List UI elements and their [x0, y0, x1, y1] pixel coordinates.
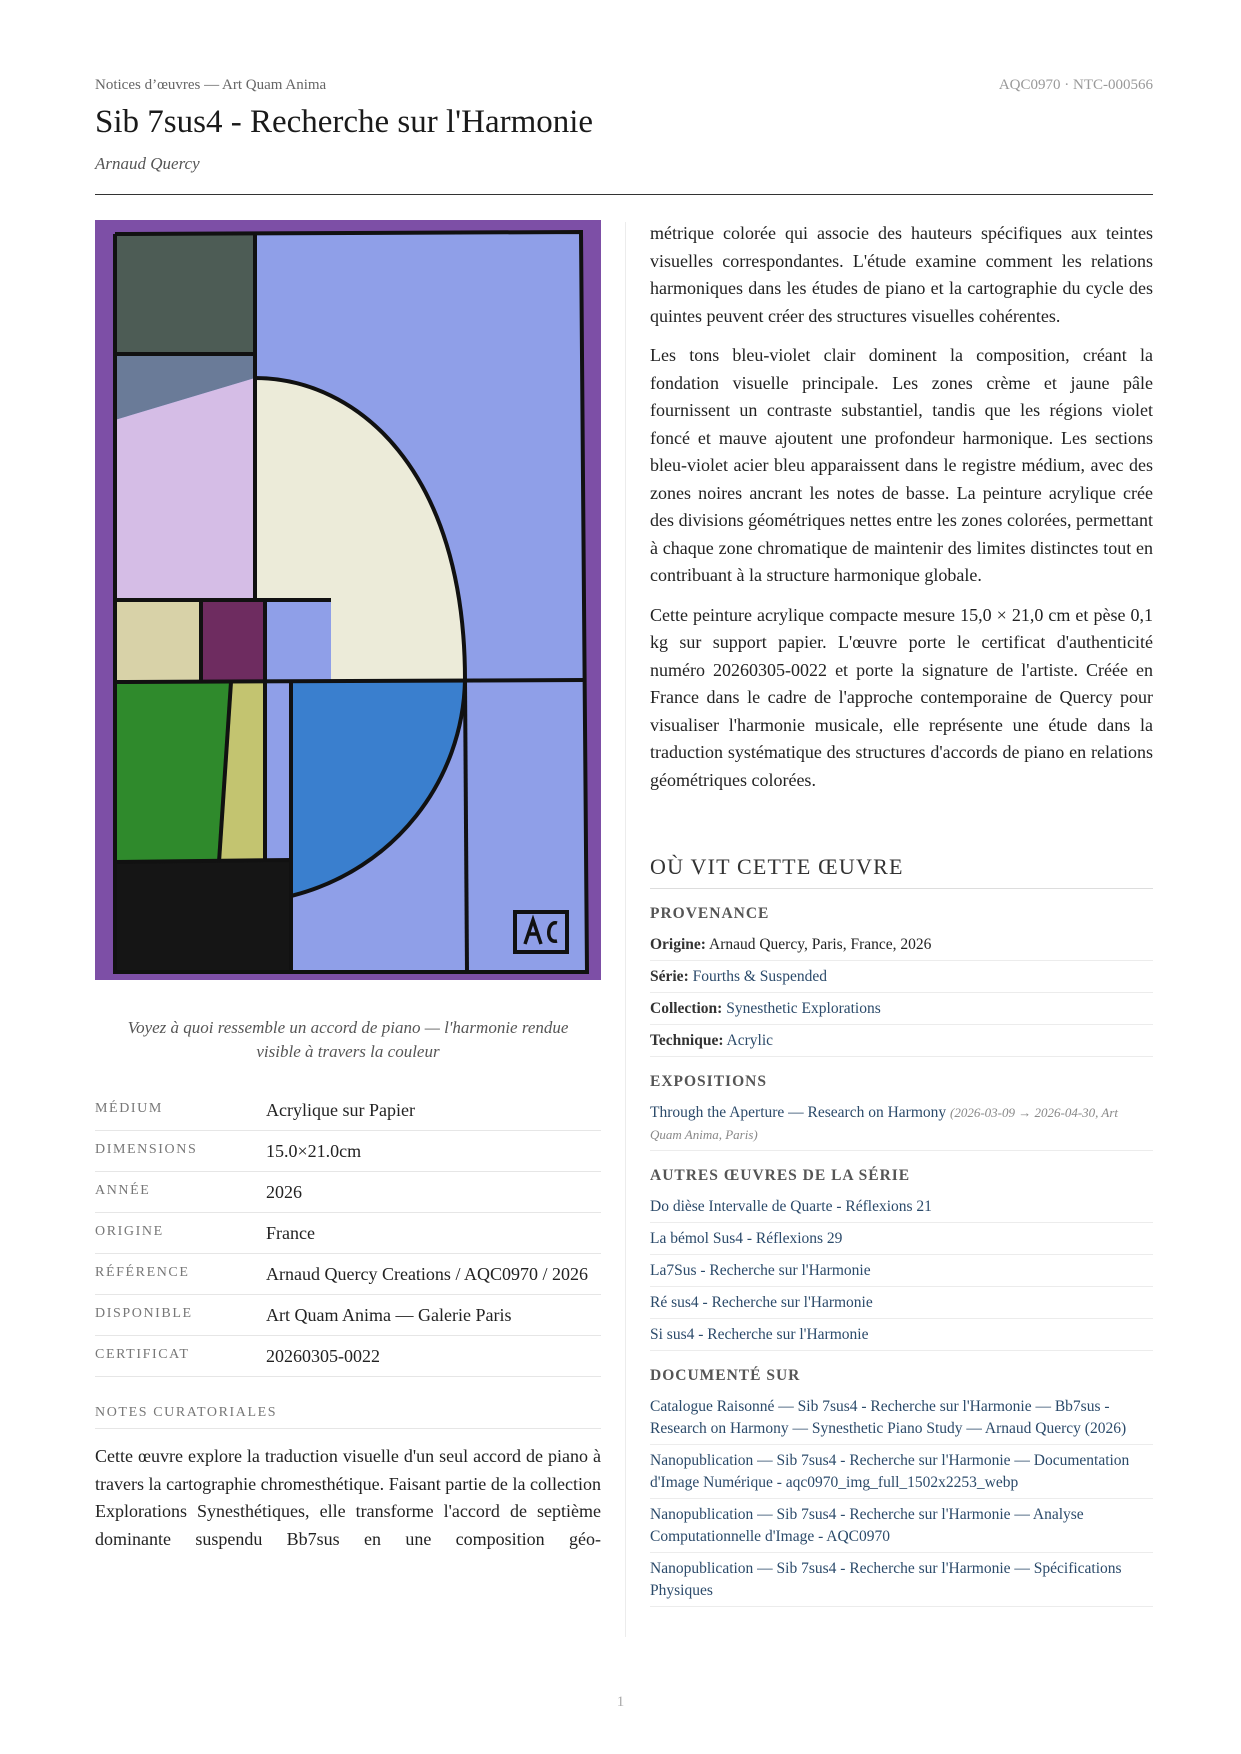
spec-value: 15.0×21.0cm [266, 1131, 601, 1172]
series-item-link[interactable]: Si sus4 - Recherche sur l'Harmonie [650, 1319, 1153, 1351]
notes-paragraph-2: Les tons bleu-violet clair dominent la composition, créant la fondation visuelle principale. Les zones crème et jaune pâle fournissent un contraste substantiel, tandis que les régions violet foncé et mauve ajoutent une profondeur harmonique. Les sections bleu-violet acier bleu apparaissent dans le registre médium, avec des zones noires ancrant les notes de basse. La peinture acrylique crée des divisions géométriques nettes entre les zones colorées, permettant à chaque zone chromatique de maintenir des limites distinctes tout en contribuant à la structure harmonique globale. [650, 345, 1153, 585]
exposition-meta: (2026-03-09 → 2026-04-30, Art Quam Anima, Paris) [650, 1105, 1119, 1142]
outline-right-vertical [465, 680, 467, 972]
spec-label: CERTIFICAT [95, 1336, 266, 1377]
specs-table [95, 1090, 601, 1377]
table-row [95, 1131, 601, 1172]
spec-value: Art Quam Anima — Galerie Paris [266, 1295, 601, 1336]
where-heading: OÙ VIT CETTE ŒUVRE [650, 854, 1153, 889]
series-item-link[interactable]: Ré sus4 - Recherche sur l'Harmonie [650, 1287, 1153, 1319]
documented-item-link[interactable]: Catalogue Raisonné — Sib 7sus4 - Recherche sur l'Harmonie — Bb7sus - Research on Harmony — Synesthetic Piano Study — Arnaud Quercy (2026) [650, 1391, 1153, 1445]
left-column [95, 220, 601, 1553]
provenance-serie [650, 961, 1153, 993]
site-label: Notices d’œuvres — Art Quam Anima [95, 77, 327, 93]
collection-label: Collection: [650, 1000, 723, 1017]
exposition-item [650, 1097, 1153, 1151]
outline-horizontal-low [115, 680, 585, 682]
origine-label: Origine: [650, 936, 706, 953]
spec-value: 2026 [266, 1172, 601, 1213]
series-item-link[interactable]: La bémol Sus4 - Réflexions 29 [650, 1223, 1153, 1255]
provenance-origine [650, 929, 1153, 961]
table-row [95, 1336, 601, 1377]
technique-link[interactable]: Acrylic [726, 1032, 774, 1049]
spec-value: Acrylique sur Papier [266, 1090, 601, 1131]
table-row [95, 1213, 601, 1254]
collection-link[interactable]: Synesthetic Explorations [726, 1000, 881, 1017]
artwork-caption: Voyez à quoi ressemble un accord de piano — l'harmonie rendue visible à travers la couleur [127, 1018, 569, 1061]
spec-value: Arnaud Quercy Creations / AQC0970 / 2026 [266, 1254, 601, 1295]
spec-label: DISPONIBLE [95, 1295, 266, 1336]
reference-code: AQC0970 · NTC-000566 [998, 77, 1153, 93]
notes-paragraph-3: Cette peinture acrylique compacte mesure 15,0 × 21,0 cm et pèse 0,1 kg sur support papier. L'œuvre porte le certificat d'authenticité numéro 20260305-0022 et porte la signature de l'artiste. Créée en France dans le cadre de l'approche contemporaine de Quercy pour visualiser l'harmonie musicale, elle représente une étude dans la traduction systématique des structures d'accords de piano en relations géométriques colorées. [650, 604, 1153, 790]
spec-value: France [266, 1213, 601, 1254]
provenance-collection [650, 993, 1153, 1025]
notes-paragraph-1-end: métrique colorée qui associe des hauteurs spécifiques aux teintes visuelles correspondantes. L'étude examine comment les relations harmoniques dans les études de piano et la cartographie du cycle des quintes peuvent créer des structures visuelles cohérentes. [650, 223, 1153, 326]
series-item-link[interactable]: La7Sus - Recherche sur l'Harmonie [650, 1255, 1153, 1287]
artist-name: Arnaud Quercy [95, 154, 200, 173]
right-column [650, 220, 1153, 1607]
documented-item-link[interactable]: Nanopublication — Sib 7sus4 - Recherche sur l'Harmonie — Documentation d'Image Numérique - aqc0970_img_full_1502x2253_webp [650, 1445, 1153, 1499]
page-number: 1 [616, 1694, 625, 1710]
spec-value: 20260305-0022 [266, 1336, 601, 1377]
documented-heading: DOCUMENTÉ SUR [650, 1367, 801, 1384]
table-row [95, 1295, 601, 1336]
provenance-heading: PROVENANCE [650, 905, 770, 922]
documented-item-link[interactable]: Nanopublication — Sib 7sus4 - Recherche sur l'Harmonie — Spécifications Physiques [650, 1553, 1153, 1607]
exposition-link[interactable]: Through the Aperture — Research on Harmony [650, 1104, 947, 1121]
header-rule [95, 194, 1153, 195]
zone-plum [201, 600, 265, 682]
artwork-image [95, 220, 601, 980]
zone-khaki [115, 600, 201, 682]
outline-black-top [115, 860, 291, 862]
spec-label: RÉFÉRENCE [95, 1254, 266, 1295]
zone-green [115, 682, 231, 862]
notes-paragraph-1-start: Cette œuvre explore la traduction visuelle d'un seul accord de piano à travers la cartographie chromesthétique. Faisant partie de la collection Explorations Synesthétiques, elle transforme l'accord de septième dominante suspendu Bb7sus en une composition géo- [95, 1446, 601, 1549]
series-item-link[interactable]: Do dièse Intervalle de Quarte - Réflexions 21 [650, 1191, 1153, 1223]
serie-link[interactable]: Fourths & Suspended [692, 968, 827, 985]
spec-label: MÉDIUM [95, 1090, 266, 1131]
column-divider [625, 222, 626, 1637]
notes-heading: NOTES CURATORIALES [95, 1405, 601, 1429]
series-heading: AUTRES ŒUVRES DE LA SÉRIE [650, 1167, 911, 1184]
table-row [95, 1254, 601, 1295]
spec-label: ANNÉE [95, 1172, 266, 1213]
zone-dark-grey [115, 234, 255, 354]
technique-label: Technique: [650, 1032, 724, 1049]
provenance-technique [650, 1025, 1153, 1057]
page-title: Sib 7sus4 - Recherche sur l'Harmonie [95, 104, 594, 140]
zone-black [115, 860, 291, 972]
table-row [95, 1090, 601, 1131]
spec-label: ORIGINE [95, 1213, 266, 1254]
table-row [95, 1172, 601, 1213]
spec-label: DIMENSIONS [95, 1131, 266, 1172]
serie-label: Série: [650, 968, 689, 985]
documented-item-link[interactable]: Nanopublication — Sib 7sus4 - Recherche sur l'Harmonie — Analyse Computationnelle d'Image - AQC0970 [650, 1499, 1153, 1553]
expositions-heading: EXPOSITIONS [650, 1073, 767, 1090]
origine-value: Arnaud Quercy, Paris, France, 2026 [709, 936, 932, 953]
